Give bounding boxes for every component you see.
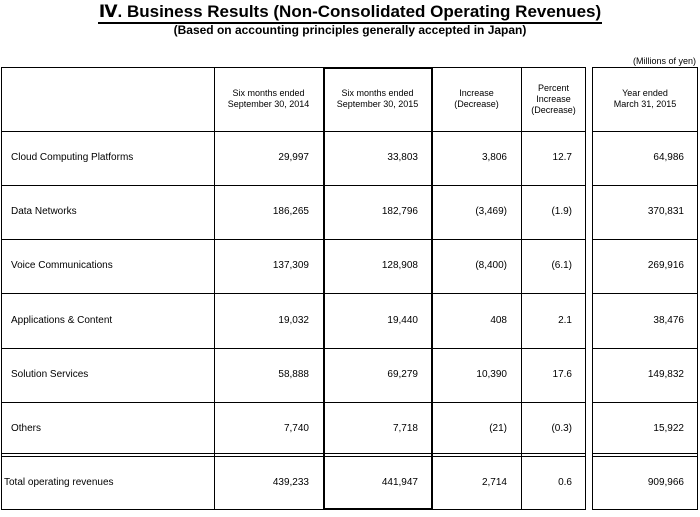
table-cell: (0.3) — [551, 423, 572, 434]
table-cell: 29,997 — [278, 152, 309, 163]
results-table — [1, 67, 698, 510]
column-header: Year ended March 31, 2015 — [613, 88, 677, 109]
table-cell: 128,908 — [381, 260, 418, 271]
table-cell: 17.6 — [552, 369, 572, 380]
table-cell: 2,714 — [481, 477, 507, 488]
column-header: Percent Increase (Decrease) — [531, 82, 576, 115]
table-cell: 3,806 — [481, 152, 507, 163]
table-cell: 370,831 — [647, 206, 684, 217]
table-cell: 441,947 — [381, 477, 418, 488]
table-cell: 408 — [490, 314, 507, 326]
table-cell: (3,469) — [475, 206, 507, 217]
page-title: Ⅳ. Business Results (Non-Consolidated Operating Revenues) — [0, 2, 700, 22]
row-label: Solution Services — [11, 369, 89, 380]
table-cell: 2.1 — [558, 314, 572, 326]
table-cell: 269,916 — [647, 260, 684, 271]
table-cell: 7,740 — [283, 423, 309, 434]
table-cell: 12.7 — [552, 152, 572, 163]
table-cell: 182,796 — [381, 206, 418, 217]
table-cell: 909,966 — [647, 477, 684, 488]
table-cell: 19,032 — [278, 314, 309, 326]
table-cell: 0.6 — [558, 477, 572, 488]
row-label: Voice Communications — [11, 260, 113, 271]
table-cell: 137,309 — [272, 260, 309, 271]
table-cell: 15,922 — [653, 423, 684, 434]
table-cell: (6.1) — [551, 260, 572, 271]
table-cell: 69,279 — [387, 369, 418, 380]
row-label: Others — [11, 423, 42, 434]
table-cell: 10,390 — [476, 369, 507, 380]
table-cell: 38,476 — [653, 314, 684, 326]
table-cell: 149,832 — [647, 369, 684, 380]
units-note: (Millions of yen) — [632, 56, 696, 66]
table-cell: (21) — [489, 423, 507, 434]
table-cell: (1.9) — [551, 206, 572, 217]
row-label: Applications & Content — [11, 314, 113, 326]
column-header: Six months ended September 30, 2014 — [227, 88, 310, 109]
table-cell: 58,888 — [278, 369, 309, 380]
column-header: Six months ended September 30, 2015 — [336, 88, 419, 109]
table-cell: 64,986 — [653, 152, 684, 163]
table-cell: 186,265 — [272, 206, 309, 217]
table-cell: 7,718 — [392, 423, 418, 434]
table-cell: 33,803 — [387, 152, 418, 163]
table-cell: 439,233 — [272, 477, 309, 488]
total-row-label: Total operating revenues — [4, 477, 114, 488]
table-cell: 19,440 — [387, 314, 418, 326]
row-label: Data Networks — [11, 206, 77, 217]
row-label: Cloud Computing Platforms — [11, 152, 134, 163]
table-cell: (8,400) — [475, 260, 507, 271]
page-subtitle: (Based on accounting principles generally accepted in Japan) — [173, 23, 527, 37]
column-header: Increase (Decrease) — [454, 88, 499, 109]
